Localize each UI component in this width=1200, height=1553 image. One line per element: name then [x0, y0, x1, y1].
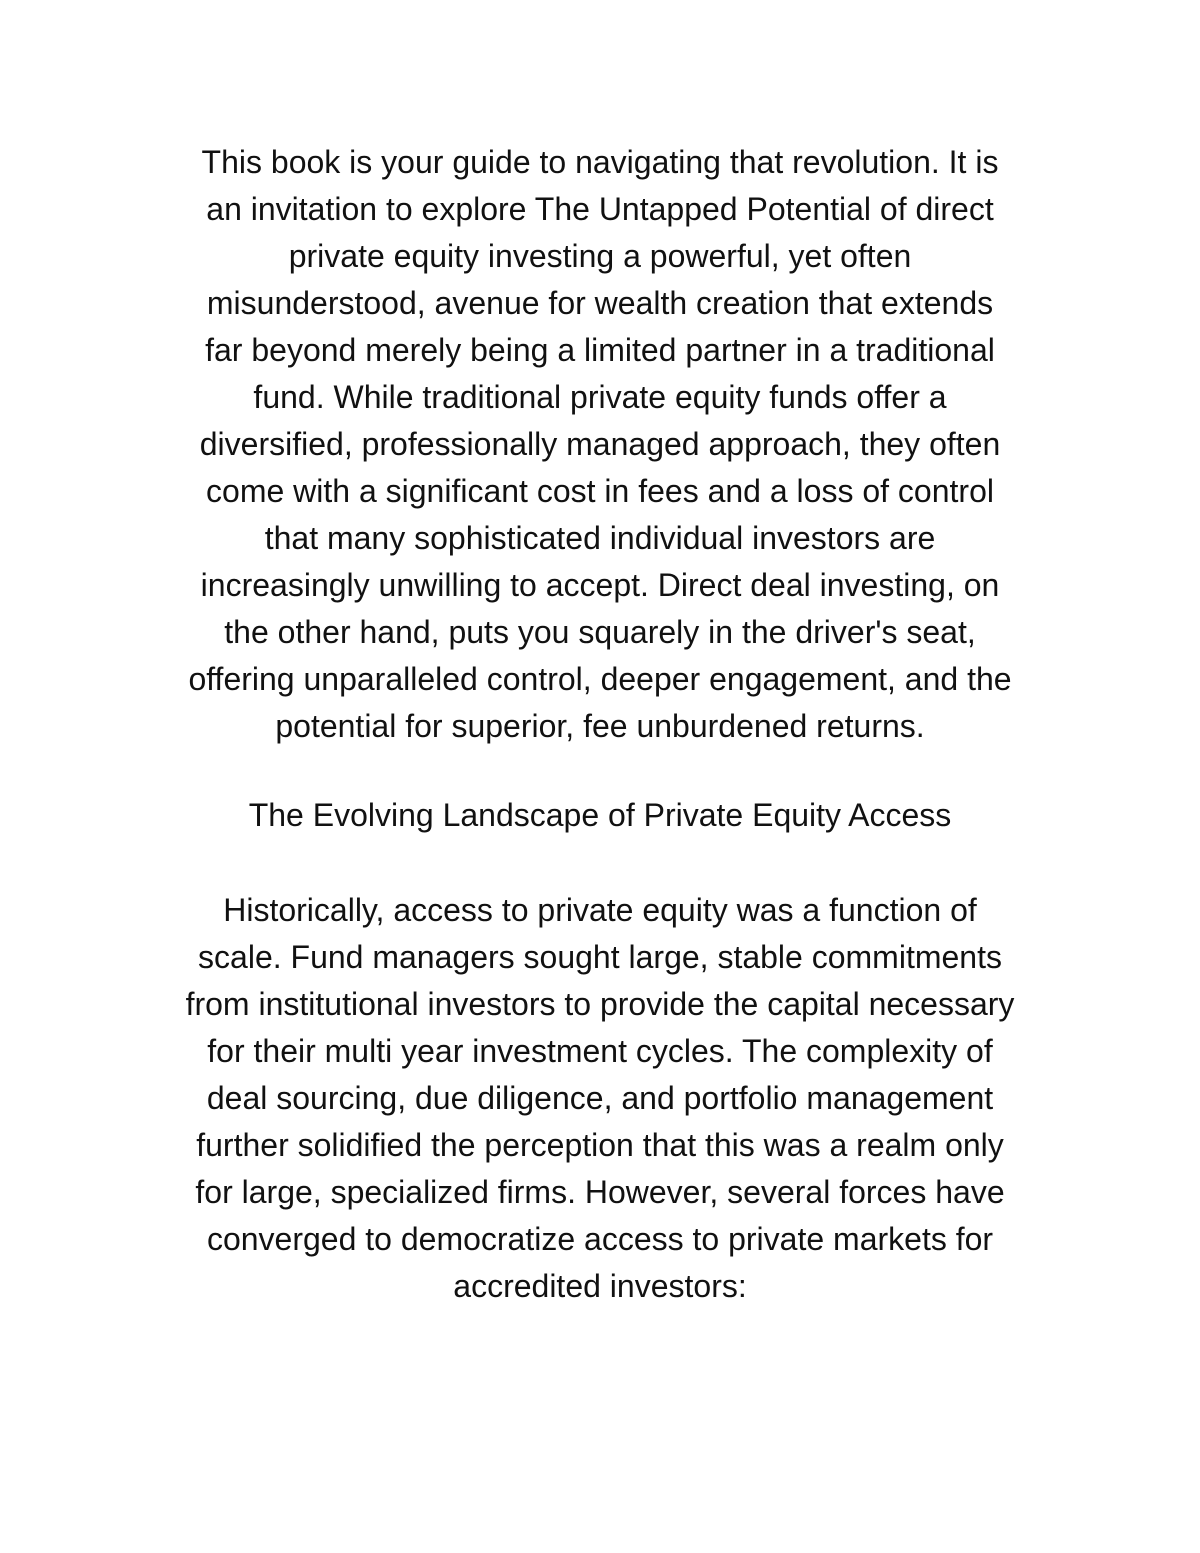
paragraph-line: the other hand, puts you squarely in the driver's seat,	[224, 614, 976, 650]
paragraph-line: fund. While traditional private equity funds offer a	[253, 379, 947, 415]
body-paragraph-history	[140, 887, 1060, 1310]
paragraph-line: This book is your guide to navigating that revolution. It is	[201, 144, 999, 180]
paragraph-line: come with a significant cost in fees and a loss of control	[206, 473, 994, 509]
body-paragraph-intro	[140, 139, 1060, 750]
paragraph-line: far beyond merely being a limited partner in a traditional	[205, 332, 995, 368]
paragraph-line: an invitation to explore The Untapped Potential of direct	[206, 191, 994, 227]
paragraph-line: misunderstood, avenue for wealth creation that extends	[206, 285, 994, 321]
paragraph-line: increasingly unwilling to accept. Direct deal investing, on	[200, 567, 1000, 603]
paragraph-line: scale. Fund managers sought large, stable commitments	[198, 939, 1002, 975]
paragraph-line: converged to democratize access to private markets for	[206, 1221, 994, 1257]
paragraph-line: accredited investors:	[453, 1268, 747, 1304]
paragraph-line: for their multi year investment cycles. The complexity of	[207, 1033, 993, 1069]
paragraph-line: diversified, professionally managed approach, they often	[199, 426, 1001, 462]
section-heading	[140, 792, 1060, 839]
paragraph-line: further solidified the perception that this was a realm only	[196, 1127, 1004, 1163]
paragraph-line: private equity investing a powerful, yet often	[288, 238, 912, 274]
paragraph-line: for large, specialized firms. However, several forces have	[195, 1174, 1005, 1210]
paragraph-line: that many sophisticated individual investors are	[264, 520, 936, 556]
paragraph-line: potential for superior, fee unburdened returns.	[275, 708, 925, 744]
paragraph-line: Historically, access to private equity was a function of	[223, 892, 977, 928]
paragraph-line: deal sourcing, due diligence, and portfolio management	[206, 1080, 994, 1116]
section-heading-text: The Evolving Landscape of Private Equity Access	[248, 797, 952, 833]
paragraph-line: from institutional investors to provide the capital necessary	[185, 986, 1015, 1022]
paragraph-line: offering unparalleled control, deeper engagement, and the	[188, 661, 1012, 697]
